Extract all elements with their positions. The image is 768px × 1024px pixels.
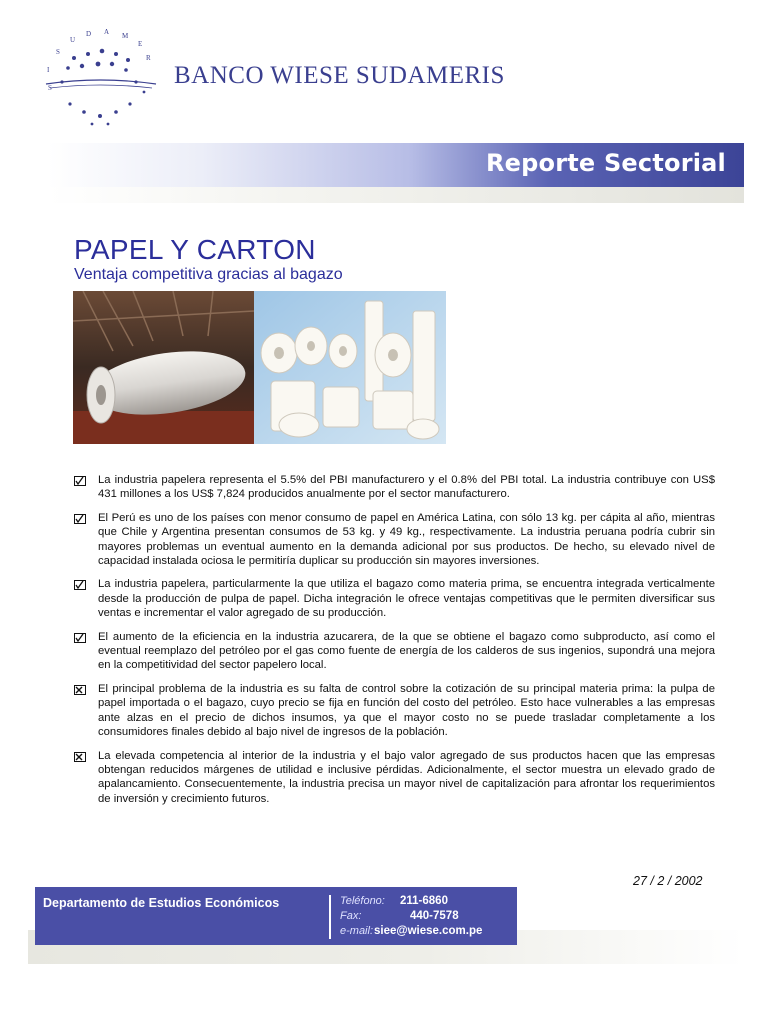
- bullet-list: [74, 473, 715, 815]
- checkbox-checked-icon: [74, 514, 86, 524]
- phone-row: [340, 894, 482, 909]
- svg-text:M: M: [122, 32, 129, 40]
- email-address[interactable]: siee@wiese.com.pe: [374, 925, 483, 937]
- stars-logo-icon: [40, 24, 160, 134]
- fax-label: Fax:: [340, 910, 362, 922]
- report-date: 27 / 2 / 2002: [633, 874, 703, 888]
- list-item: [74, 749, 715, 807]
- footer-divider: [329, 895, 331, 939]
- phone-label: Teléfono:: [340, 895, 385, 907]
- paper-roll-factory-photo: [73, 291, 254, 444]
- fax-number: 440-7578: [410, 910, 459, 922]
- bullet-text: El Perú es uno de los países con menor consumo de papel en América Latina, con sólo 13 kg. per cápita al año, mientras que Chile y Argentina presentan consumos de 53 kg. y 49 kg., respectivamente. La industria peruana podría cubrir sin mayores problemas un eventual aumento en la demanda adicional por sus productos. De hecho, su elevado nivel de capacidad instalada ociosa le permitiría duplicar su producción sin mayores inversiones.: [98, 511, 715, 568]
- svg-text:I: I: [47, 66, 50, 74]
- checkbox-crossed-icon: [74, 752, 86, 762]
- department-name: Departamento de Estudios Económicos: [43, 896, 280, 910]
- footer-bar: [35, 887, 517, 945]
- fax-row: [340, 909, 482, 924]
- svg-text:S: S: [56, 48, 60, 56]
- bullet-text: La industria papelera, particularmente la que utiliza el bagazo como materia prima, se encuentra integrada verticalmente desde la producción de pulpa de papel. Dicha integración le ofrece ventajas competitivas que le permiten diversificar sus ventas e incrementar el valor agregado de su producción.: [98, 578, 715, 620]
- checkbox-crossed-icon: [74, 685, 86, 695]
- paper-rolls-products-photo: [254, 291, 446, 444]
- banner-shadow: [48, 187, 744, 203]
- checkbox-checked-icon: [74, 476, 86, 486]
- banner-title: Reporte Sectorial: [485, 149, 726, 177]
- header-photos: [73, 291, 446, 444]
- document-subtitle: Ventaja competitiva gracias al bagazo: [74, 266, 343, 283]
- bullet-text: La industria papelera representa el 5.5% del PBI manufacturero y el 0.8% del PBI total. La industria contribuye con US$ 431 millones a los US$ 7,824 producidos anualmente por el sector manufacturero.: [98, 474, 715, 501]
- document-title: PAPEL Y CARTON: [74, 234, 316, 265]
- checkbox-checked-icon: [74, 580, 86, 590]
- svg-text:D: D: [86, 30, 92, 38]
- phone-number: 211-6860: [400, 895, 448, 907]
- list-item: [74, 630, 715, 673]
- list-item: [74, 682, 715, 740]
- svg-text:S: S: [48, 84, 52, 92]
- list-item: [74, 577, 715, 620]
- svg-text:A: A: [104, 28, 110, 36]
- svg-text:U: U: [70, 36, 76, 44]
- list-item: [74, 473, 715, 502]
- bullet-text: El principal problema de la industria es su falta de control sobre la cotización de su principal materia prima: la pulpa de papel importada o el bagazo, cuyo precio se fija en función del costo del petróleo. Esto hace vulnerables a las empresas ante alzas en el precio de dichos insumos, ya que el mayor costo no se puede trasladar completamente a los consumidores finales debido al bajo nivel de ingresos de la población.: [98, 682, 715, 739]
- bank-logo: [40, 24, 160, 134]
- contact-info: [340, 894, 482, 939]
- bank-name: BANCO WIESE SUDAMERIS: [174, 62, 505, 89]
- svg-text:E: E: [138, 40, 143, 48]
- email-label: e-mail:: [340, 925, 374, 937]
- svg-text:R: R: [146, 54, 151, 62]
- report-banner: [48, 143, 744, 187]
- list-item: [74, 511, 715, 569]
- bullet-text: El aumento de la eficiencia en la industria azucarera, de la que se obtiene el bagazo como subproducto, así como el eventual reemplazo del petróleo por el gas como fuente de energía de los calderos de sus ingenios, supondrá una mejora en la competitividad del sector papelero local.: [98, 630, 715, 672]
- bullet-text: La elevada competencia al interior de la industria y el bajo valor agregado de sus productos hacen que las empresas obtengan reducidos márgenes de utilidad e inclusive pérdidas. Adicionalmente, el sector muestra un elevado grado de apalancamiento. Consecuentemente, la industria precisa un mayor nivel de capitalización para afrontar los requerimientos de inversión y crecimiento futuros.: [98, 749, 715, 805]
- checkbox-checked-icon: [74, 633, 86, 643]
- email-row: [340, 924, 482, 939]
